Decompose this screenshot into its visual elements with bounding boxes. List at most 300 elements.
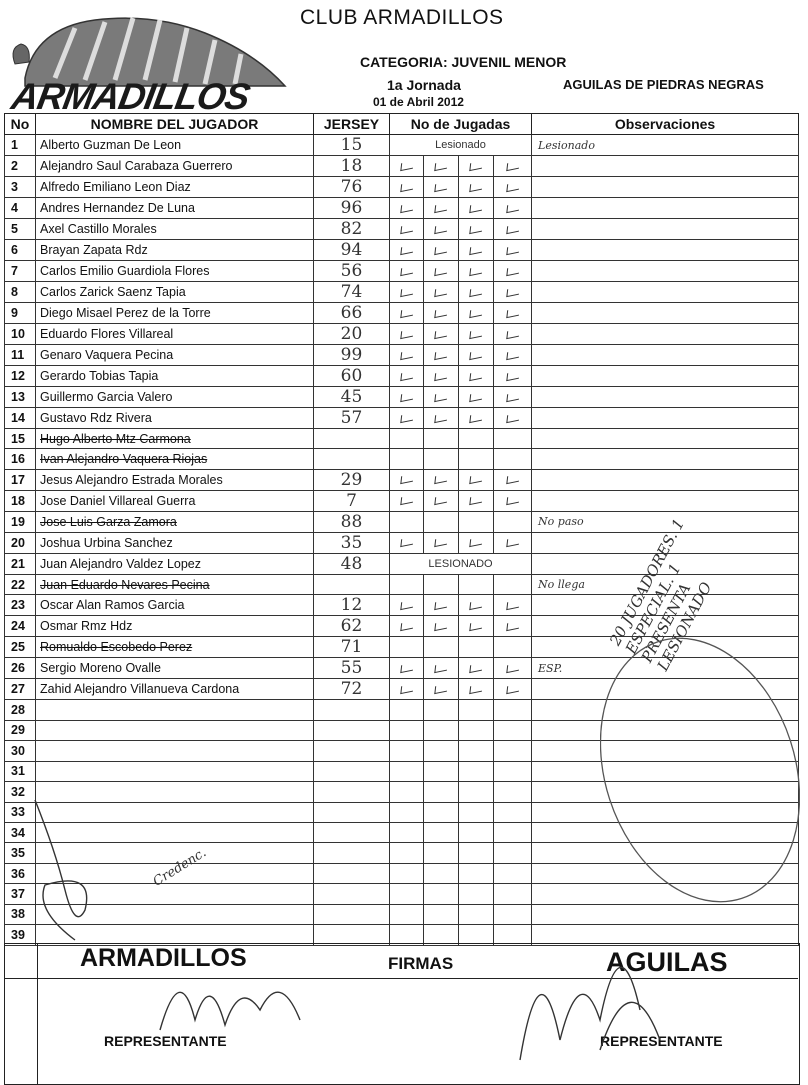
check-mark-icon [506, 265, 519, 275]
play-cell [459, 511, 494, 532]
play-cell [390, 802, 424, 822]
play-cell [459, 408, 494, 429]
player-observation: ESP. [532, 658, 799, 679]
play-cell [494, 387, 532, 408]
play-cell [390, 345, 424, 366]
play-cell [494, 802, 532, 822]
player-number: 14 [5, 408, 36, 429]
play-cell [459, 532, 494, 553]
player-name [36, 700, 314, 720]
play-cell [424, 324, 459, 345]
player-jersey: 55 [314, 658, 390, 679]
play-cell [459, 679, 494, 700]
play-cell [424, 637, 459, 658]
check-mark-icon [506, 181, 519, 191]
play-cell [459, 595, 494, 616]
play-cell [424, 574, 459, 594]
player-jersey: 60 [314, 366, 390, 387]
play-cell [459, 449, 494, 469]
play-cell [494, 637, 532, 658]
check-mark-icon [400, 181, 413, 191]
club-title: CLUB ARMADILLOS [300, 6, 504, 29]
player-jersey [314, 782, 390, 802]
play-cell [494, 511, 532, 532]
player-jersey [314, 863, 390, 883]
player-jersey: 15 [314, 135, 390, 156]
player-jersey: 82 [314, 219, 390, 240]
check-mark-icon [400, 223, 413, 233]
play-cell [494, 574, 532, 594]
play-cell [459, 366, 494, 387]
summary-circle-scribble [600, 630, 800, 920]
opponent-label: AGUILAS DE PIEDRAS NEGRAS [563, 77, 764, 92]
player-name-text: Juan Alejandro Valdez Lopez [40, 556, 201, 571]
play-cell [390, 324, 424, 345]
check-mark-icon [469, 391, 482, 401]
logo-wordmark: ARMADILLOS [8, 76, 253, 117]
play-cell [390, 741, 424, 761]
away-team-label: AGUILAS [606, 947, 728, 977]
play-cell [424, 532, 459, 553]
play-cell [424, 782, 459, 802]
play-cell [459, 574, 494, 594]
player-name-text: Carlos Emilio Guardiola Flores [40, 264, 210, 278]
col-plays: No de Jugadas [390, 114, 532, 135]
play-cell [494, 240, 532, 261]
play-cell [424, 240, 459, 261]
category-label: CATEGORIA: JUVENIL MENOR [360, 54, 567, 70]
player-number: 5 [5, 219, 36, 240]
player-name [36, 408, 314, 429]
play-cell [424, 843, 459, 863]
player-name-text: Andres Hernandez De Luna [40, 201, 195, 215]
credential-note: Credenc. [150, 845, 210, 890]
player-observation [532, 198, 799, 219]
player-name-text: Alfredo Emiliano Leon Diaz [40, 180, 191, 194]
play-cell [424, 198, 459, 219]
check-mark-icon [400, 495, 413, 505]
player-number: 26 [5, 658, 36, 679]
check-mark-icon [400, 391, 413, 401]
player-number: 8 [5, 282, 36, 303]
check-mark-icon [506, 663, 519, 673]
player-number: 34 [5, 822, 36, 842]
player-name [36, 595, 314, 616]
player-jersey: 57 [314, 408, 390, 429]
player-number: 12 [5, 366, 36, 387]
player-number: 29 [5, 720, 36, 740]
player-jersey: 48 [314, 553, 390, 574]
table-row [5, 303, 799, 324]
player-jersey [314, 720, 390, 740]
play-cell [459, 904, 494, 924]
player-name-text: Eduardo Flores Villareal [40, 327, 174, 341]
play-cell [459, 700, 494, 720]
play-cell [390, 490, 424, 511]
play-cell [459, 884, 494, 904]
check-mark-icon [506, 684, 519, 694]
player-jersey [314, 925, 390, 945]
table-row [5, 135, 799, 156]
player-name-text: Jesus Alejandro Estrada Morales [40, 472, 223, 487]
player-jersey: 12 [314, 595, 390, 616]
play-cell [424, 156, 459, 177]
play-cell [390, 469, 424, 490]
check-mark-icon [400, 307, 413, 317]
play-cell [459, 177, 494, 198]
play-cell [424, 884, 459, 904]
player-name-text: Axel Castillo Morales [40, 222, 157, 236]
player-number: 16 [5, 449, 36, 469]
player-number: 32 [5, 782, 36, 802]
player-observation [532, 490, 799, 511]
player-jersey: 96 [314, 198, 390, 219]
play-cell [390, 616, 424, 637]
player-name [36, 240, 314, 261]
play-cell [424, 904, 459, 924]
check-mark-icon [506, 307, 519, 317]
player-observation [532, 449, 799, 469]
player-name-text: Sergio Moreno Ovalle [40, 661, 161, 676]
player-number: 37 [5, 884, 36, 904]
check-mark-icon [434, 181, 447, 191]
play-cell [494, 658, 532, 679]
player-number: 2 [5, 156, 36, 177]
player-name [36, 387, 314, 408]
player-number: 21 [5, 553, 36, 574]
player-observation [532, 387, 799, 408]
col-name: NOMBRE DEL JUGADOR [36, 114, 314, 135]
check-mark-icon [434, 391, 447, 401]
play-cell [424, 658, 459, 679]
check-mark-icon [434, 600, 447, 610]
player-observation: Lesionado [532, 135, 799, 156]
player-name [36, 720, 314, 740]
check-mark-icon [469, 328, 482, 338]
play-cell [424, 511, 459, 532]
play-cell [459, 261, 494, 282]
table-row [5, 282, 799, 303]
play-cell [424, 741, 459, 761]
player-name [36, 658, 314, 679]
play-cell [390, 429, 424, 449]
table-row [5, 219, 799, 240]
col-jersey: JERSEY [314, 114, 390, 135]
check-mark-icon [506, 349, 519, 359]
player-name-text: Carlos Zarick Saenz Tapia [40, 285, 186, 299]
check-mark-icon [506, 537, 519, 547]
play-cell [424, 282, 459, 303]
away-representative-label: REPRESENTANTE [600, 1033, 723, 1049]
player-jersey: 56 [314, 261, 390, 282]
play-cell [390, 904, 424, 924]
player-jersey [314, 761, 390, 781]
check-mark-icon [434, 495, 447, 505]
play-cell [424, 700, 459, 720]
check-mark-icon [400, 202, 413, 212]
play-cell [390, 156, 424, 177]
check-mark-icon [506, 370, 519, 380]
player-observation [532, 366, 799, 387]
check-mark-icon [400, 286, 413, 296]
check-mark-icon [506, 244, 519, 254]
table-row [5, 177, 799, 198]
player-name [36, 345, 314, 366]
player-jersey: 71 [314, 637, 390, 658]
player-name [36, 616, 314, 637]
check-mark-icon [469, 181, 482, 191]
away-signature [500, 900, 680, 1080]
player-name-text: Joshua Urbina Sanchez [40, 535, 173, 550]
table-row [5, 156, 799, 177]
play-cell [494, 219, 532, 240]
player-jersey [314, 429, 390, 449]
play-cell [390, 387, 424, 408]
player-number: 24 [5, 616, 36, 637]
header-row [5, 114, 799, 135]
play-cell [390, 761, 424, 781]
check-mark-icon [469, 663, 482, 673]
table-row [5, 449, 799, 469]
play-cell [424, 490, 459, 511]
play-cell [390, 282, 424, 303]
check-mark-icon [400, 265, 413, 275]
player-number: 7 [5, 261, 36, 282]
player-name-text: Ivan Alejandro Vaquera Riojas [40, 452, 208, 467]
check-mark-icon [400, 600, 413, 610]
date-label: 01 de Abril 2012 [373, 95, 464, 109]
player-name [36, 490, 314, 511]
play-cell [390, 198, 424, 219]
player-observation [532, 408, 799, 429]
play-cell [424, 863, 459, 883]
table-row [5, 198, 799, 219]
play-cell [494, 324, 532, 345]
play-cell [494, 595, 532, 616]
player-number: 3 [5, 177, 36, 198]
player-number: 35 [5, 843, 36, 863]
play-cell [424, 219, 459, 240]
check-mark-icon [469, 537, 482, 547]
play-cell [459, 925, 494, 945]
play-cell [390, 863, 424, 883]
player-number: 22 [5, 574, 36, 594]
check-mark-icon [506, 412, 519, 422]
check-mark-icon [469, 265, 482, 275]
signature-scribble-left [25, 790, 115, 950]
player-name [36, 324, 314, 345]
play-cell [459, 720, 494, 740]
check-mark-icon [469, 223, 482, 233]
play-cell [494, 782, 532, 802]
player-number: 13 [5, 387, 36, 408]
play-cell [459, 387, 494, 408]
play-cell [494, 198, 532, 219]
play-cell [390, 884, 424, 904]
play-cell [459, 324, 494, 345]
player-jersey [314, 843, 390, 863]
play-cell [390, 679, 424, 700]
check-mark-icon [400, 474, 413, 484]
play-cell [494, 761, 532, 781]
player-jersey: 66 [314, 303, 390, 324]
play-note: Lesionado [390, 135, 532, 156]
player-name [36, 761, 314, 781]
check-mark-icon [469, 370, 482, 380]
check-mark-icon [469, 160, 482, 170]
play-cell [390, 700, 424, 720]
player-observation [532, 324, 799, 345]
check-mark-icon [434, 223, 447, 233]
play-cell [459, 761, 494, 781]
signature-divider [37, 943, 38, 1084]
play-cell [390, 366, 424, 387]
player-number: 6 [5, 240, 36, 261]
player-name [36, 303, 314, 324]
player-number: 10 [5, 324, 36, 345]
play-cell [424, 616, 459, 637]
player-jersey [314, 700, 390, 720]
player-name-text: Romualdo Escobedo Perez [40, 640, 193, 655]
play-cell [494, 616, 532, 637]
play-cell [459, 219, 494, 240]
play-cell [494, 532, 532, 553]
player-name [36, 366, 314, 387]
player-number: 20 [5, 532, 36, 553]
table-row [5, 240, 799, 261]
home-representative-label: REPRESENTANTE [104, 1033, 227, 1049]
player-number: 30 [5, 741, 36, 761]
player-name [36, 679, 314, 700]
check-mark-icon [469, 412, 482, 422]
player-name-text: Osmar Rmz Hdz [40, 619, 133, 634]
play-cell [424, 387, 459, 408]
player-name-text: Oscar Alan Ramos Garcia [40, 598, 185, 613]
player-name [36, 532, 314, 553]
table-row [5, 429, 799, 449]
play-cell [494, 700, 532, 720]
play-cell [459, 822, 494, 842]
player-number: 23 [5, 595, 36, 616]
play-cell [424, 802, 459, 822]
check-mark-icon [434, 474, 447, 484]
play-cell [494, 261, 532, 282]
play-cell [459, 863, 494, 883]
check-mark-icon [469, 495, 482, 505]
play-cell [459, 843, 494, 863]
play-cell [424, 925, 459, 945]
play-cell [459, 658, 494, 679]
player-name [36, 449, 314, 469]
player-jersey: 74 [314, 282, 390, 303]
player-name-text: Jose Daniel Villareal Guerra [40, 493, 196, 508]
play-cell [390, 532, 424, 553]
check-mark-icon [469, 202, 482, 212]
play-cell [494, 843, 532, 863]
table-row [5, 324, 799, 345]
player-number: 31 [5, 761, 36, 781]
play-cell [494, 282, 532, 303]
check-mark-icon [506, 474, 519, 484]
check-mark-icon [469, 286, 482, 296]
player-observation [532, 469, 799, 490]
table-row [5, 469, 799, 490]
player-jersey [314, 884, 390, 904]
play-cell [424, 303, 459, 324]
play-cell [494, 720, 532, 740]
check-mark-icon [469, 621, 482, 631]
player-number: 9 [5, 303, 36, 324]
player-name [36, 574, 314, 594]
player-jersey [314, 741, 390, 761]
check-mark-icon [434, 265, 447, 275]
play-cell [459, 240, 494, 261]
play-cell [390, 637, 424, 658]
player-observation: No llega [532, 574, 799, 594]
play-cell [424, 720, 459, 740]
check-mark-icon [469, 349, 482, 359]
play-cell [494, 366, 532, 387]
check-mark-icon [469, 244, 482, 254]
play-cell [459, 469, 494, 490]
play-cell [424, 449, 459, 469]
check-mark-icon [506, 160, 519, 170]
play-cell [459, 429, 494, 449]
player-number: 25 [5, 637, 36, 658]
check-mark-icon [434, 663, 447, 673]
play-cell [390, 511, 424, 532]
player-name-text: Jose Luis Garza Zamora [40, 514, 177, 529]
player-jersey: 29 [314, 469, 390, 490]
check-mark-icon [434, 370, 447, 380]
player-number: 17 [5, 469, 36, 490]
table-row [5, 387, 799, 408]
player-jersey [314, 822, 390, 842]
check-mark-icon [434, 684, 447, 694]
play-cell [459, 198, 494, 219]
player-name [36, 156, 314, 177]
player-name-text: Juan Eduardo Nevares Pecina [40, 577, 210, 592]
col-no: No [5, 114, 36, 135]
player-observation: No paso [532, 511, 799, 532]
check-mark-icon [434, 537, 447, 547]
player-name [36, 198, 314, 219]
table-row [5, 345, 799, 366]
play-cell [459, 637, 494, 658]
player-number: 11 [5, 345, 36, 366]
play-cell [494, 177, 532, 198]
play-cell [424, 822, 459, 842]
play-cell [424, 408, 459, 429]
player-observation [532, 156, 799, 177]
summary-note: 20 JUGADORES. 1 ESPECIAL. 1 PRESENTA LESIONADO [606, 515, 716, 674]
play-cell [390, 782, 424, 802]
player-observation [532, 261, 799, 282]
check-mark-icon [434, 349, 447, 359]
check-mark-icon [434, 202, 447, 212]
play-cell [459, 802, 494, 822]
player-number: 27 [5, 679, 36, 700]
player-number: 33 [5, 802, 36, 822]
play-cell [390, 595, 424, 616]
check-mark-icon [434, 307, 447, 317]
player-name-text: Genaro Vaquera Pecina [40, 348, 174, 362]
play-cell [424, 366, 459, 387]
player-jersey [314, 449, 390, 469]
round-label: 1a Jornada [387, 77, 461, 93]
play-cell [459, 345, 494, 366]
check-mark-icon [400, 684, 413, 694]
